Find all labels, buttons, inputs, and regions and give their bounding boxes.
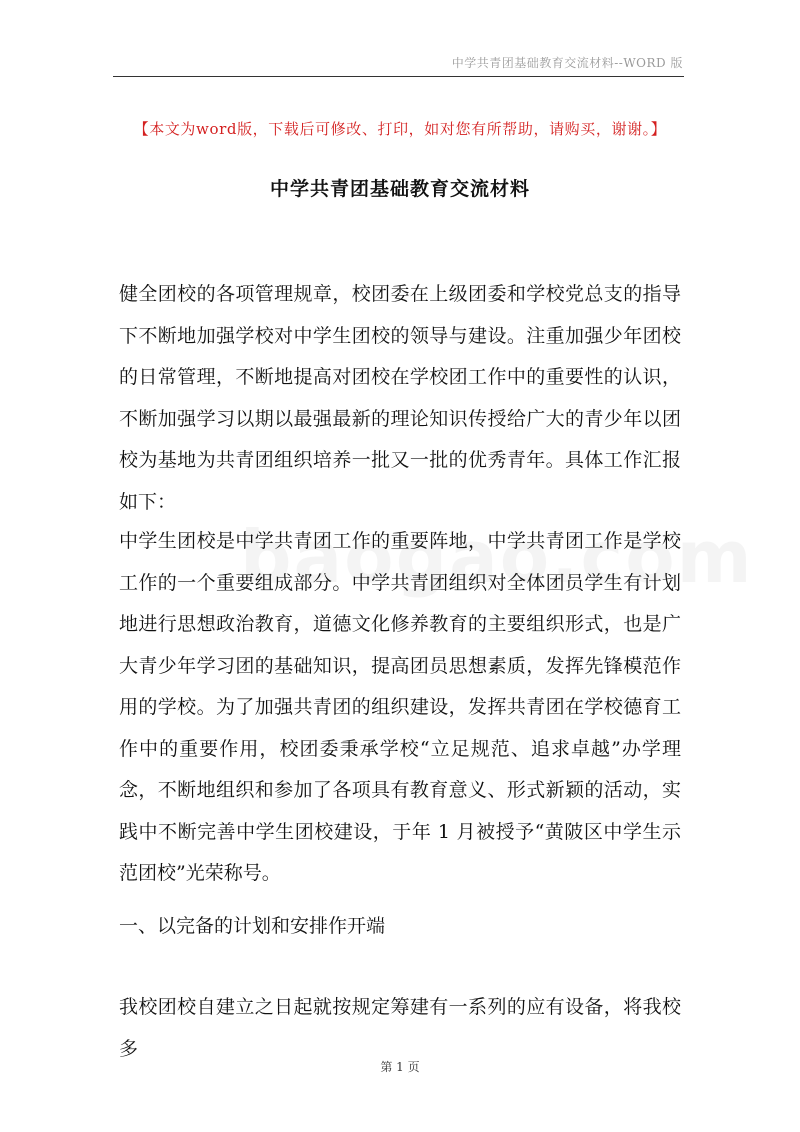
header-divider xyxy=(113,76,684,77)
paragraph-intro: 健全团校的各项管理规章，校团委在上级团委和学校党总支的指导下不断地加强学校对中学生团校的领导与建设。注重加强少年团校的日常管理，不断地提高对团校在学校团工作中的重要性的认识，不断加强学习以期以最强最新的理论知识传授给广大的青少年以团校为基地为共青团组织培养一批又一批的优秀青年。具体工作汇报如下： xyxy=(119,283,681,513)
paragraph-main: 中学生团校是中学共青团工作的重要阵地，中学共青团工作是学校工作的一个重要组成部分。中学共青团组织对全体团员学生有计划地进行思想政治教育，道德文化修养教育的主要组织形式，也是广大青少年学习团的基础知识，提高团员思想素质，发挥先锋模范作用的学校。为了加强共青团的组织建设，发挥共青团在学校德育工作中的重要作用，校团委秉承学校“立足规范、追求卓越”办学理念，不断地组织和参加了各项具有教育意义、形式新颖的活动，实践中不断完善中学生团校建设，于年 1 月被授予“黄陂区中学生示范团校”光荣称号。 xyxy=(119,530,681,884)
running-header: 中学共青团基础教育交流材料--WORD 版 xyxy=(451,56,683,70)
paragraph-section-1: 我校团校自建立之日起就按规定筹建有一系列的应有设备，将我校多 xyxy=(119,996,681,1060)
page-title: 中学共青团基础教育交流材料 xyxy=(269,178,530,200)
section-heading: 一、以完备的计划和安排作开端 xyxy=(119,915,386,937)
download-notice: 【本文为word版，下载后可修改、打印，如对您有所帮助，请购买，谢谢。】 xyxy=(133,120,667,138)
page-number: 第 1 页 xyxy=(380,1060,420,1074)
